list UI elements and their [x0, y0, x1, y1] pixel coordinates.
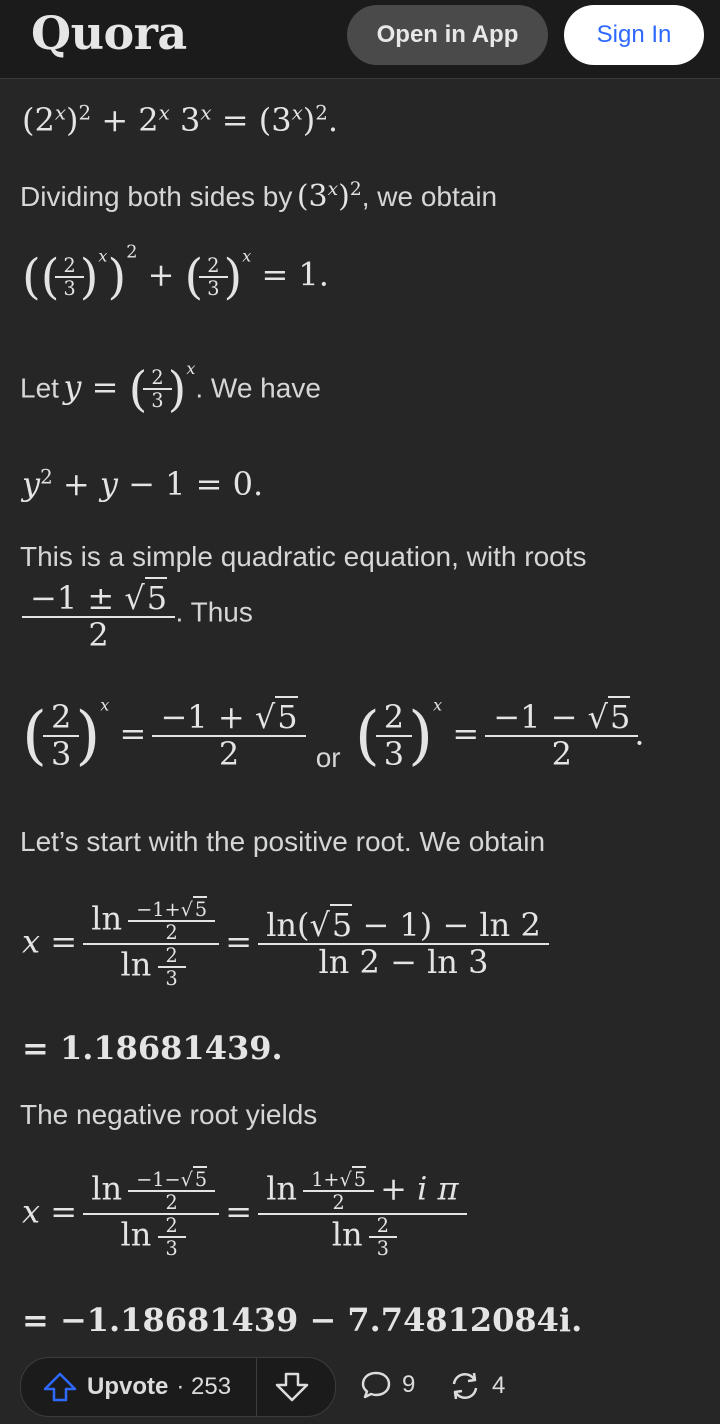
upvote-label: Upvote	[87, 1373, 169, 1400]
or-text: or	[315, 741, 341, 773]
vote-pill	[20, 1357, 336, 1417]
negative-value: = −1.18681439 − 7.74812084i.	[22, 1301, 583, 1339]
top-bar	[0, 0, 720, 79]
equation-4: ( $\frac{2}{3}$ )$^x$ = $\frac{-1 + √5}{2}$ or ( $\frac{2}{3}$ )$^x$ = $\frac{-1 - √5}{2}$ .	[22, 695, 645, 773]
downvote-button[interactable]	[275, 1370, 309, 1407]
comments-count: 9	[402, 1371, 416, 1398]
downvote-arrow-icon	[275, 1370, 309, 1402]
upvote-button[interactable]	[43, 1358, 231, 1416]
dividing-expr: $(3^x)^2$	[296, 179, 362, 214]
equation-3: $y^2 + y - 1 = 0$.	[22, 465, 264, 503]
dividing-suffix: , we obtain	[361, 181, 498, 212]
thus-text: . Thus	[175, 596, 253, 628]
shares-count: 4	[492, 1372, 506, 1399]
quora-logo[interactable]: Quora	[31, 6, 187, 60]
equation-2: (( $\frac{2}{3}$ )$^x$)$^2$ + ( $\frac{2}{3}$ )$^x$ = 1.	[22, 242, 329, 305]
let-suffix: . We have	[195, 372, 321, 404]
let-text	[20, 358, 321, 417]
dividing-prefix: Dividing both sides by	[20, 181, 293, 212]
equation-6: x = ln $\frac{-1-√ 5}{2}$ ln $\frac{2}{3}$ = ln $\frac{1+√ 5}{2}$ + i π ln $\frac{2}{3}$	[22, 1169, 463, 1259]
sign-in-button[interactable]: Sign In	[564, 5, 704, 65]
let-prefix: Let	[20, 372, 59, 404]
share-cycle-icon	[448, 1370, 482, 1402]
equation-5: x = ln $\frac{-1+√ 5}{2}$ ln $\frac{2}{3}$ = $\frac{\ln(√5 - 1) - \ln 2}{\ln 2 - \ln 3}$	[22, 899, 545, 989]
comment-bubble-icon	[360, 1370, 392, 1400]
equation-1: $(2^x)^2 + 2^x$ $3^x = (3^x)^2$.	[22, 101, 339, 139]
quadratic-intro: This is a simple quadratic equation, with roots	[20, 541, 587, 572]
upvote-arrow-icon	[43, 1372, 77, 1402]
roots-fraction: $\frac{-1 \pm √5}{2}$	[26, 581, 171, 653]
dividing-text	[20, 179, 497, 214]
share-button[interactable]	[448, 1370, 505, 1402]
comments-button[interactable]	[360, 1370, 415, 1400]
negative-intro: The negative root yields	[20, 1099, 318, 1130]
vote-divider	[256, 1358, 257, 1416]
positive-intro: Let’s start with the positive root. We obtain	[20, 826, 546, 857]
positive-value: = 1.18681439.	[22, 1029, 283, 1067]
let-expr: y = ( $\frac{2}{3}$ )$^x$	[63, 358, 196, 417]
open-in-app-button[interactable]: Open in App	[347, 5, 548, 65]
roots-line	[26, 581, 253, 653]
upvote-count: · 253	[176, 1373, 232, 1400]
